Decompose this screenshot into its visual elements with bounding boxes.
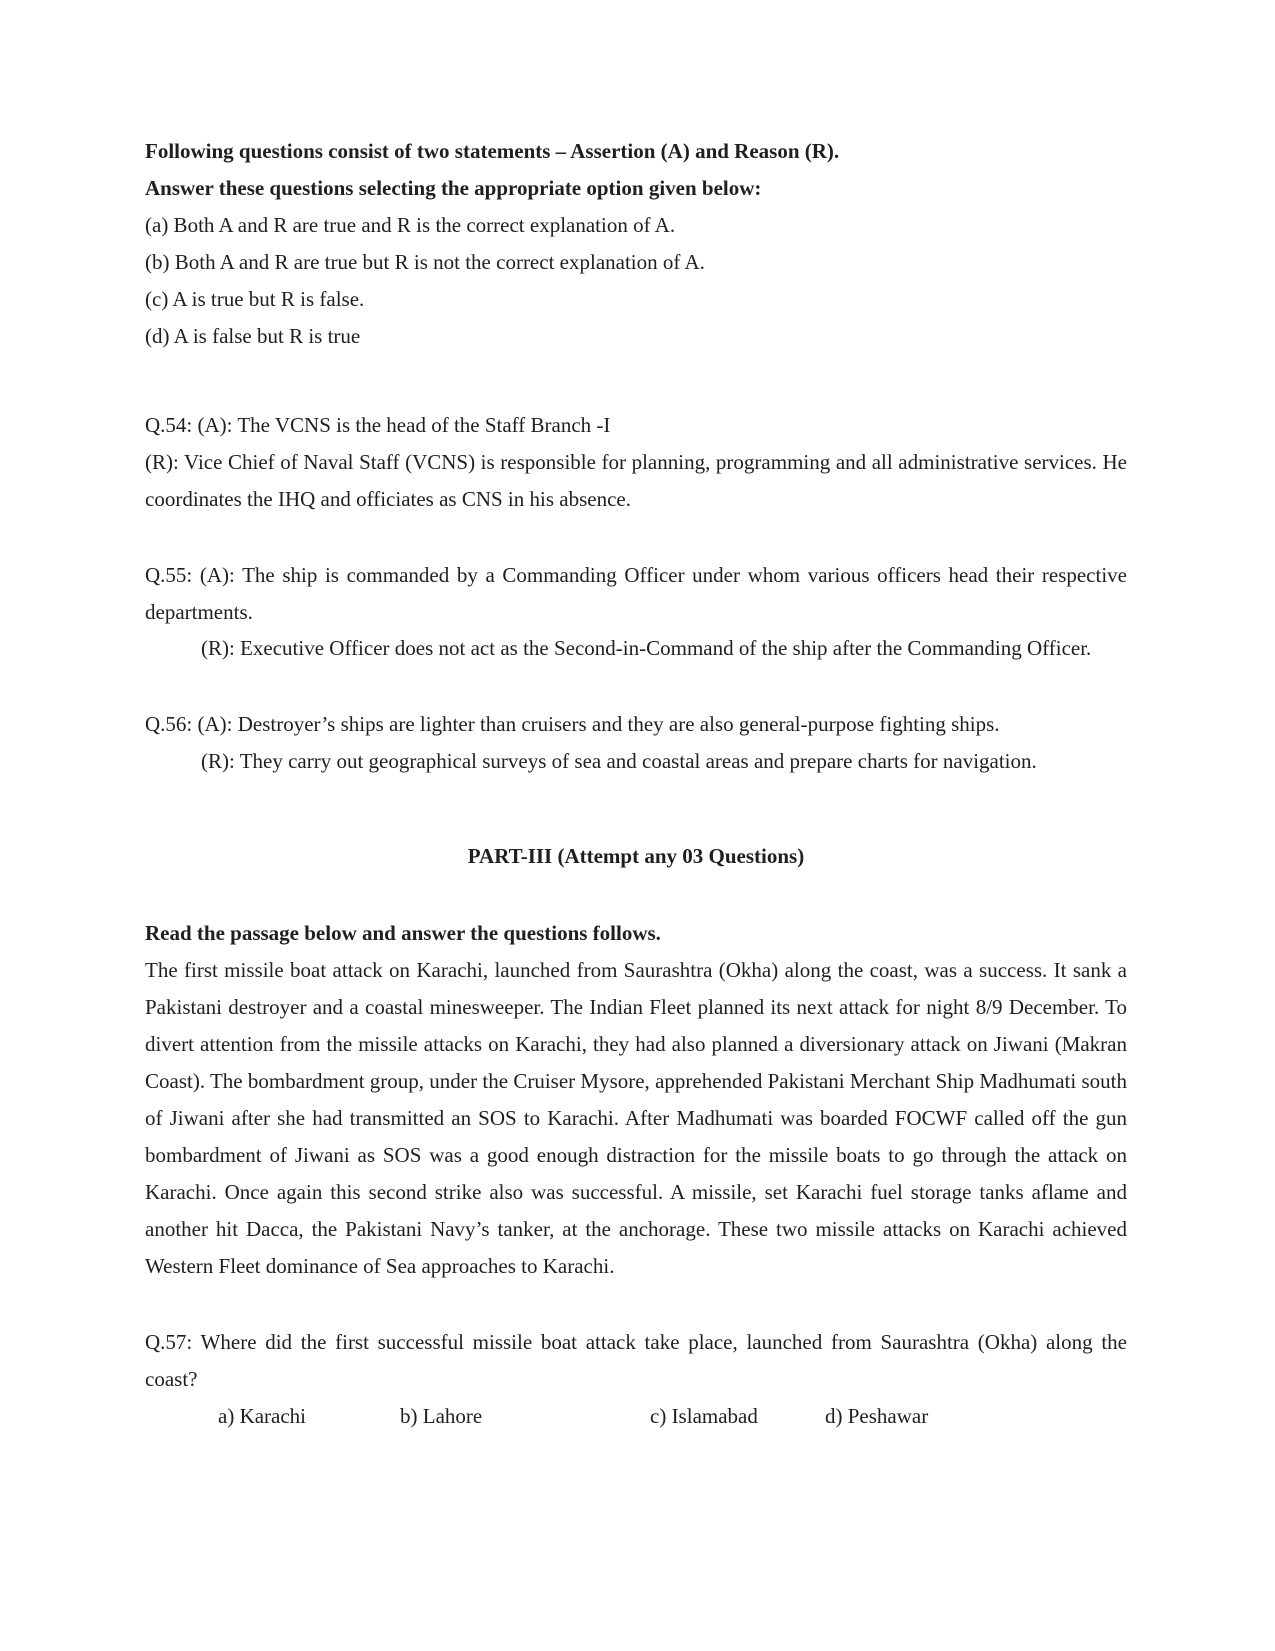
q54-reason: (R): Vice Chief of Naval Staff (VCNS) is responsible for planning, programming and all administrative services. He coordinates the IHQ and officiates as CNS in his absence. — [145, 449, 1127, 511]
instruction-option-a: (a) Both A and R are true and R is the correct explanation of A. — [145, 212, 676, 237]
instructions-heading-line-1: Following questions consist of two statements – Assertion (A) and Reason (R). — [145, 139, 840, 163]
assertion-reason-instructions — [145, 133, 1127, 355]
instruction-option-c: (c) A is true but R is false. — [145, 286, 365, 311]
part-3-heading: PART-III (Attempt any 03 Questions) — [467, 844, 805, 869]
question-56 — [145, 706, 1127, 780]
instructions-heading-line-2: Answer these questions selecting the appropriate option given below: — [145, 175, 762, 200]
q57-option-d: d) Peshawar — [825, 1403, 929, 1428]
passage-body: The first missile boat attack on Karachi, launched from Saurashtra (Okha) along the coast, was a success. It sank a Pakistani destroyer and a coastal minesweeper. The Indian Fleet planned its next attack for night 8/9 December. To divert attention from the missile attacks on Karachi, they had also planned a diversionary attack on Jiwani (Makran Coast). The bombardment group, under the Cruiser Mysore, apprehended Pakistani Merchant Ship Madhumati south of Jiwani after she had transmitted an SOS to Karachi. After Madhumati was boarded FOCWF called off the gun bombardment of Jiwani as SOS was a good enough distraction for the missile boats to go through the attack on Karachi. Once again this second strike also was successful. A missile, set Karachi fuel storage tanks aflame and another hit Dacca, the Pakistani Navy’s tanker, at the anchorage. These two missile attacks on Karachi achieved Western Fleet dominance of Sea approaches to Karachi. — [145, 958, 1127, 1278]
q55-reason: (R): Executive Officer does not act as the Second-in-Command of the ship after the Commanding Officer. — [201, 636, 1092, 661]
q57-option-c: c) Islamabad — [650, 1403, 758, 1428]
q56-assertion: Q.56: (A): Destroyer’s ships are lighter than cruisers and they are also general-purpose fighting ships. — [145, 712, 1000, 737]
q55-assertion: Q.55: (A): The ship is commanded by a Commanding Officer under whom various officers head their respective departments. — [145, 562, 1127, 624]
q57-option-a: a) Karachi — [218, 1403, 307, 1428]
q56-reason: (R): They carry out geographical surveys of sea and coastal areas and prepare charts for navigation. — [201, 749, 1037, 774]
q57-options-row — [218, 1398, 1127, 1435]
passage-title: Read the passage below and answer the questions follows. — [145, 921, 661, 946]
q54-assertion: Q.54: (A): The VCNS is the head of the Staff Branch -I — [145, 412, 611, 437]
q57-option-b: b) Lahore — [400, 1403, 483, 1428]
instruction-option-b: (b) Both A and R are true but R is not the correct explanation of A. — [145, 249, 705, 274]
question-54 — [145, 407, 1127, 518]
q57-question: Q.57: Where did the first successful missile boat attack take place, launched from Saurashtra (Okha) along the coast? — [145, 1329, 1127, 1391]
question-55 — [145, 557, 1127, 668]
question-57 — [145, 1324, 1127, 1435]
instruction-option-d: (d) A is false but R is true — [145, 323, 361, 348]
part-3-section — [145, 838, 1127, 1284]
reading-passage — [145, 915, 1127, 1285]
